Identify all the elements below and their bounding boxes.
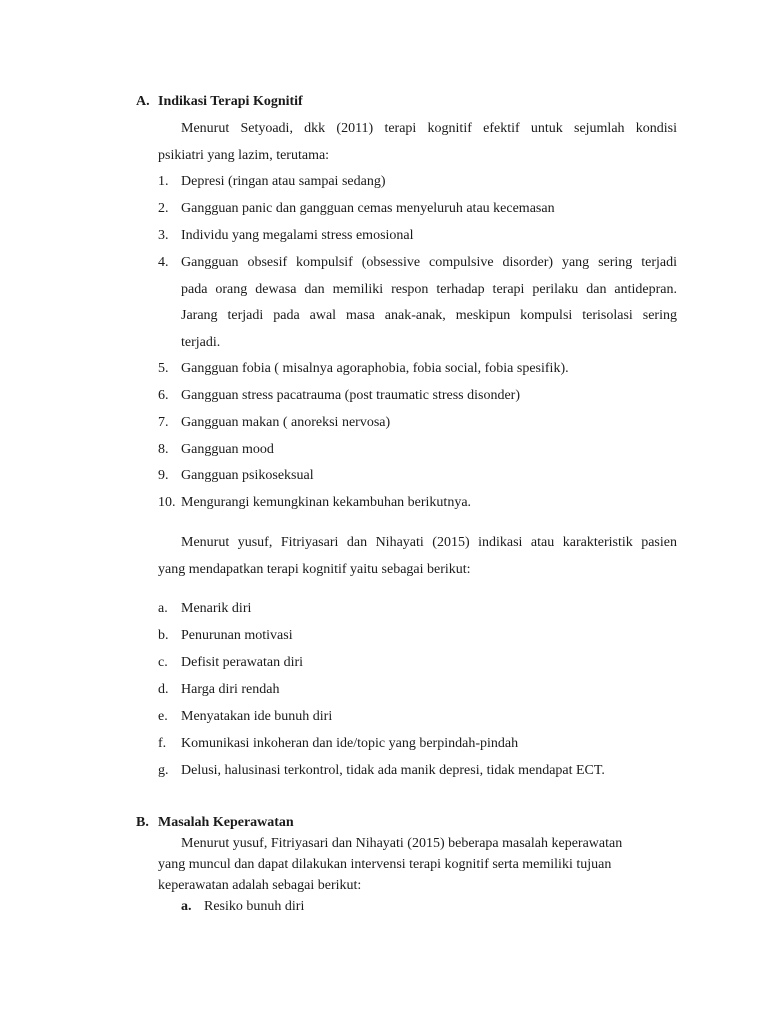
section-b-item-label: a. bbox=[181, 899, 192, 914]
list-item: Harga diri rendah bbox=[181, 682, 280, 697]
list-item: Gangguan psikoseksual bbox=[181, 468, 314, 483]
list-item-number: 5. bbox=[158, 361, 169, 376]
list-item-number: 10. bbox=[158, 495, 176, 510]
list-item-multiline bbox=[181, 250, 677, 356]
list-item-number: 9. bbox=[158, 468, 169, 483]
section-a-title: Indikasi Terapi Kognitif bbox=[158, 94, 303, 109]
list-item: Gangguan makan ( anoreksi nervosa) bbox=[181, 415, 391, 430]
list-item-number: 3. bbox=[158, 228, 169, 243]
section-b-intro-line1: Menurut yusuf, Fitriyasari dan Nihayati (2015) beberapa masalah keperawatan bbox=[181, 836, 623, 851]
list-item-label: d. bbox=[158, 682, 169, 697]
section-b-item: Resiko bunuh diri bbox=[204, 899, 305, 914]
list-item-label: a. bbox=[158, 601, 168, 616]
list-item: Komunikasi inkoheran dan ide/topic yang berpindah-pindah bbox=[181, 736, 519, 751]
list-item: Defisit perawatan diri bbox=[181, 655, 304, 670]
list-item-number: 4. bbox=[158, 255, 169, 270]
section-b-intro-line2: yang muncul dan dapat dilakukan intervensi terapi kognitif serta memiliki tujuan bbox=[158, 857, 612, 872]
list-item-number: 8. bbox=[158, 442, 169, 457]
list-item: Penurunan motivasi bbox=[181, 628, 293, 643]
section-b-intro-line3: keperawatan adalah sebagai berikut: bbox=[158, 878, 362, 893]
section-a-letter: A. bbox=[136, 94, 150, 109]
list-item: Menarik diri bbox=[181, 601, 252, 616]
list-item: Delusi, halusinasi terkontrol, tidak ada manik depresi, tidak mendapat ECT. bbox=[181, 763, 605, 778]
list-item: Gangguan panic dan gangguan cemas menyeluruh atau kecemasan bbox=[181, 201, 555, 216]
section-a-para2-line1: Menurut yusuf, Fitriyasari dan Nihayati (2015) indikasi atau karakteristik pasien bbox=[181, 535, 677, 550]
list-item-label: e. bbox=[158, 709, 168, 724]
list-item-label: b. bbox=[158, 628, 169, 643]
list-item-line: Gangguan obsesif kompulsif (obsessive compulsive disorder) yang sering terjadi bbox=[181, 255, 677, 270]
list-item-number: 2. bbox=[158, 201, 169, 216]
list-item: Menyatakan ide bunuh diri bbox=[181, 709, 333, 724]
list-item: Depresi (ringan atau sampai sedang) bbox=[181, 174, 386, 189]
section-a-intro-line2: psikiatri yang lazim, terutama: bbox=[158, 148, 330, 163]
section-b-title: Masalah Keperawatan bbox=[158, 815, 294, 830]
list-item: Gangguan fobia ( misalnya agoraphobia, fobia social, fobia spesifik). bbox=[181, 361, 569, 376]
list-item-line: terjadi. bbox=[181, 334, 221, 350]
section-a-intro-line1: Menurut Setyoadi, dkk (2011) terapi kognitif efektif untuk sejumlah kondisi bbox=[181, 121, 677, 136]
list-item: Mengurangi kemungkinan kekambuhan berikutnya. bbox=[181, 495, 472, 510]
list-item-line: pada orang dewasa dan memiliki respon terhadap terapi perilaku dan antidepran. bbox=[181, 281, 677, 297]
list-item: Gangguan mood bbox=[181, 442, 274, 457]
section-b-letter: B. bbox=[136, 815, 149, 830]
list-item-label: c. bbox=[158, 655, 168, 670]
list-item-number: 6. bbox=[158, 388, 169, 403]
list-item: Individu yang megalami stress emosional bbox=[181, 228, 414, 243]
list-item-label: f. bbox=[158, 736, 167, 751]
list-item-number: 1. bbox=[158, 174, 169, 189]
section-a-para2-line2: yang mendapatkan terapi kognitif yaitu sebagai berikut: bbox=[158, 562, 471, 577]
list-item-line: Jarang terjadi pada awal masa anak-anak, meskipun kompulsi terisolasi sering bbox=[181, 308, 677, 323]
list-item-number: 7. bbox=[158, 415, 169, 430]
list-item-label: g. bbox=[158, 763, 169, 778]
list-item: Gangguan stress pacatrauma (post traumatic stress disonder) bbox=[181, 388, 521, 403]
